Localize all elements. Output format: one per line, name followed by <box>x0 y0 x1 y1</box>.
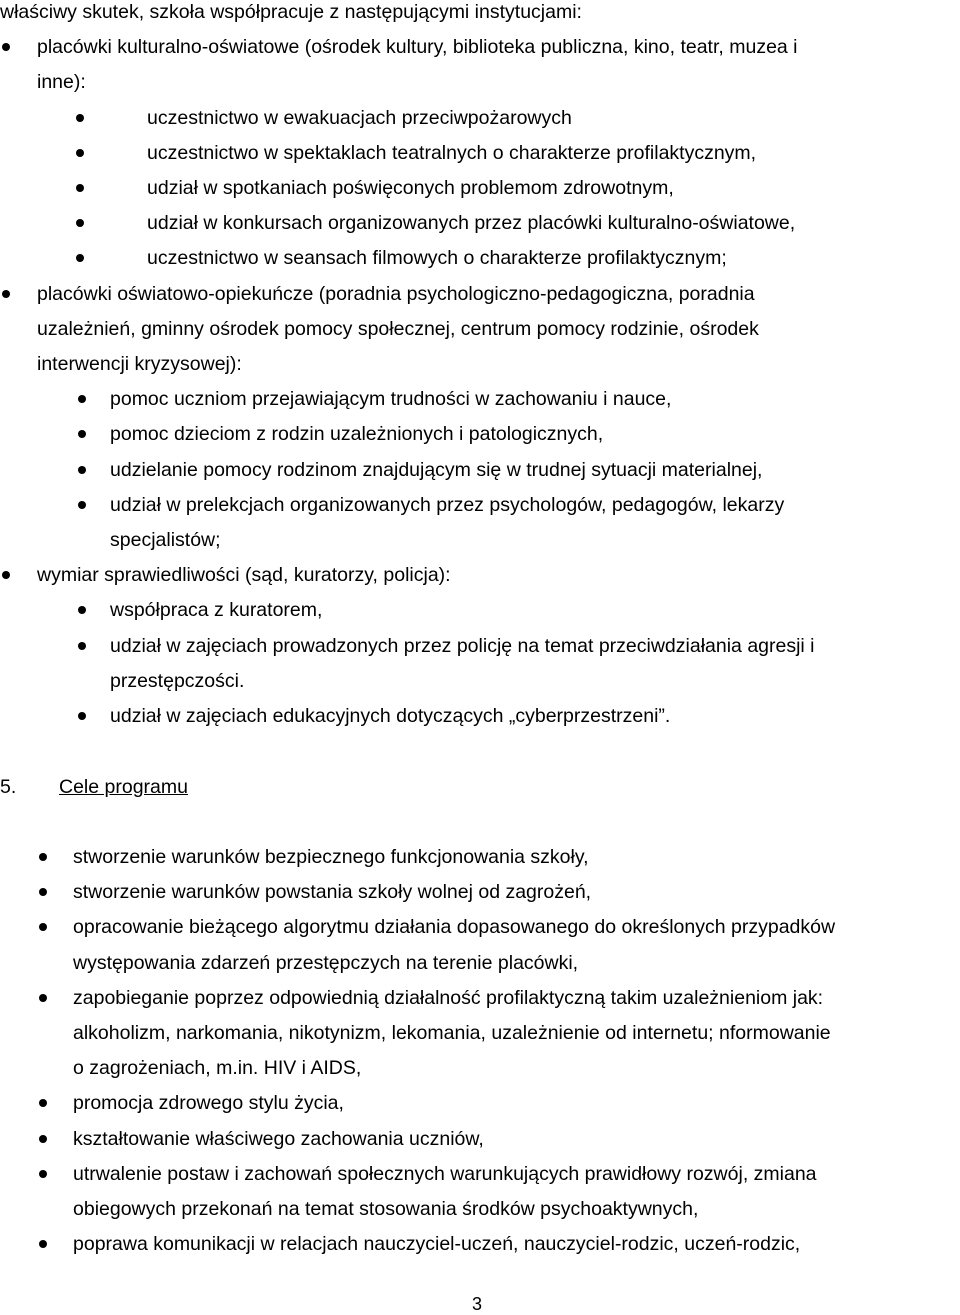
group-heading-line: uzależnień, gminny ośrodek pomocy społecznej, centrum pomocy rodzinie, ośrodek <box>37 317 759 340</box>
sub-list-item-line: specjalistów; <box>110 529 221 551</box>
sub-list-item-line: uczestnictwo w ewakuacjach przeciwpożarowych <box>147 106 572 129</box>
bullet-icon <box>78 712 86 720</box>
bullet-icon <box>39 888 47 896</box>
goal-item-line: stworzenie warunków bezpiecznego funkcjonowania szkoły, <box>73 846 589 868</box>
bullet-icon <box>76 149 84 157</box>
group-heading-line: inne): <box>37 71 86 94</box>
sub-list-item-line: przestępczości. <box>110 669 245 692</box>
group-heading-line: placówki kulturalno-oświatowe (ośrodek kultury, biblioteka publiczna, kino, teatr, muzea i <box>37 36 798 59</box>
sub-list-item-line: pomoc dzieciom z rodzin uzależnionych i patologicznych, <box>110 423 604 446</box>
bullet-icon <box>39 923 47 931</box>
bullet-icon <box>2 571 10 579</box>
sub-list-item-line: pomoc uczniom przejawiającym trudności w zachowaniu i nauce, <box>110 388 672 411</box>
sub-list-item-line: współpraca z kuratorem, <box>110 599 323 622</box>
bullet-icon <box>78 501 86 509</box>
sub-list-item-line: udział w spotkaniach poświęconych problemom zdrowotnym, <box>147 177 674 199</box>
goal-item-line: utrwalenie postaw i zachowań społecznych warunkujących prawidłowy rozwój, zmiana <box>73 1162 817 1185</box>
sub-list-item-line: udział w konkursach organizowanych przez placówki kulturalno-oświatowe, <box>147 212 796 235</box>
bullet-icon <box>39 1135 47 1143</box>
section-number: 5. <box>0 776 17 798</box>
sub-list-item-line: uczestnictwo w spektaklach teatralnych o charakterze profilaktycznym, <box>147 141 757 164</box>
goal-item-line: zapobieganie poprzez odpowiednią działalność profilaktyczną takim uzależnieniom jak: <box>73 986 824 1009</box>
goal-item-line: obiegowych przekonań na temat stosowania środków psychoaktywnych, <box>73 1198 699 1220</box>
bullet-icon <box>76 254 84 262</box>
goal-item-line: o zagrożeniach, m.in. HIV i AIDS, <box>73 1057 362 1080</box>
sub-list-item-line: udział w zajęciach edukacyjnych dotyczących „cyberprzestrzeni”. <box>110 705 671 727</box>
bullet-icon <box>39 1170 47 1178</box>
goal-item-line: kształtowanie właściwego zachowania uczniów, <box>73 1127 484 1150</box>
bullet-icon <box>76 184 84 192</box>
goal-item-line: stworzenie warunków powstania szkoły wolnej od zagrożeń, <box>73 881 592 904</box>
bullet-icon <box>39 853 47 861</box>
bullet-icon <box>39 1240 47 1248</box>
bullet-icon <box>2 290 10 298</box>
bullet-icon <box>2 43 10 51</box>
bullet-icon <box>39 1099 47 1107</box>
bullet-icon <box>76 219 84 227</box>
bullet-icon <box>39 994 47 1002</box>
bullet-icon <box>76 114 84 122</box>
intro-text: właściwy skutek, szkoła współpracuje z następującymi instytucjami: <box>0 1 582 23</box>
bullet-icon <box>78 642 86 650</box>
group-heading-line: interwencji kryzysowej): <box>37 353 242 375</box>
page-number: 3 <box>472 1294 483 1314</box>
sub-list-item-line: uczestnictwo w seansach filmowych o charakterze profilaktycznym; <box>147 247 727 270</box>
section-title: Cele programu <box>59 776 188 798</box>
bullet-icon <box>78 606 86 614</box>
goal-item-line: poprawa komunikacji w relacjach nauczyciel-uczeń, nauczyciel-rodzic, uczeń-rodzic, <box>73 1233 801 1256</box>
bullet-icon <box>78 395 86 403</box>
goal-item-line: alkoholizm, narkomania, nikotynizm, lekomania, uzależnienie od internetu; nformowanie <box>73 1022 831 1044</box>
bullet-icon <box>78 430 86 438</box>
sub-list-item-line: udział w zajęciach prowadzonych przez policję na temat przeciwdziałania agresji i <box>110 634 815 657</box>
bullet-icon <box>78 466 86 474</box>
group-heading-line: placówki oświatowo-opiekuńcze (poradnia psychologiczno-pedagogiczna, poradnia <box>37 282 755 305</box>
sub-list-item-line: udział w prelekcjach organizowanych przez psychologów, pedagogów, lekarzy <box>110 493 785 516</box>
group-heading-line: wymiar sprawiedliwości (sąd, kuratorzy, policja): <box>37 564 451 587</box>
goal-item-line: opracowanie bieżącego algorytmu działania dopasowanego do określonych przypadków <box>73 916 836 939</box>
goal-item-line: występowania zdarzeń przestępczych na terenie placówki, <box>73 951 579 974</box>
sub-list-item-line: udzielanie pomocy rodzinom znajdującym się w trudnej sytuacji materialnej, <box>110 458 763 481</box>
goal-item-line: promocja zdrowego stylu życia, <box>73 1092 344 1115</box>
